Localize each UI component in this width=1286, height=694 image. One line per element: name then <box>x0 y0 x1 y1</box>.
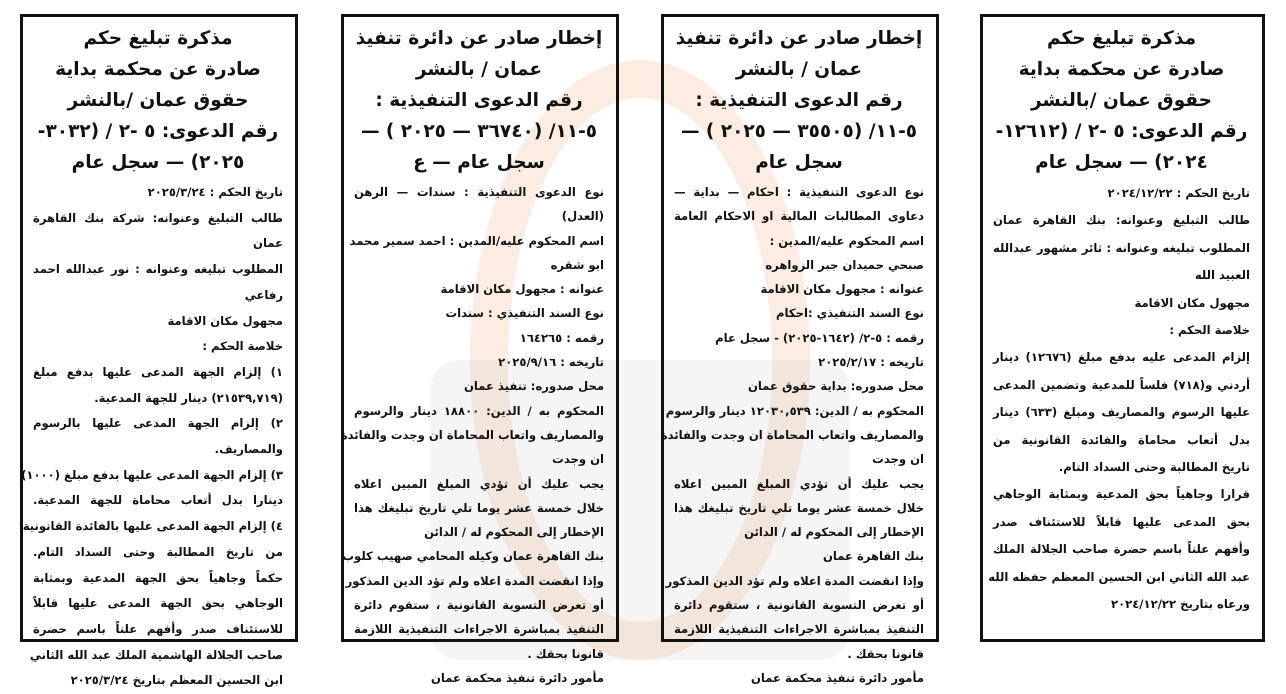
body-line: ٣) إلزام الجهة المدعى عليها بدفع مبلغ (١٠٠٠) <box>21 467 283 482</box>
body-line: رقمه : ٥-٢/ (١٦٤٢-٢٠٢٥) - سجل عام <box>715 330 924 345</box>
title-line: إخطار صادر عن دائرة تنفيذ <box>675 28 923 49</box>
body-line: صبحي حميدان جبر الزواهره <box>765 257 924 272</box>
body-line: الوجاهي بحق الجهة المدعى عليها قابلاً <box>33 596 283 611</box>
notice-execution-36740 <box>340 14 619 685</box>
body-line: عبد الله الثاني ابن الحسين المعظم حفظه الله <box>988 569 1250 584</box>
body-line: خلال خمسة عشر يوما تلي تاريخ تبليغك هذا <box>674 500 924 515</box>
body-line: مأمور دائرة تنفيذ محكمة عمان <box>430 670 604 685</box>
body-line: بحق المدعى عليها قابلاً للاستئناف صدر <box>993 514 1250 529</box>
body-line: الإخطار إلى المحكوم له / الدائن <box>744 525 924 540</box>
body-line: بنك القاهرة عمان وكيله المحامي صهيب كلوب <box>342 549 604 564</box>
body-line: دعاوى المطالبات المالية او الاحكام العامة <box>674 209 924 224</box>
body-line: أو تعرض التسوية القانونية ، ستقوم دائرة <box>354 598 604 613</box>
body-line: وإذا انقضت المدة اعلاه ولم تؤد الدين المذكور <box>665 573 924 588</box>
body-line: الإخطار إلى المحكوم له / الدائن <box>424 525 604 540</box>
body-line: والمصاريف واتعاب المحاماة ان وجدت والفائدة <box>660 427 924 442</box>
title-line: إخطار صادر عن دائرة تنفيذ <box>355 28 603 49</box>
body-line: من تاريخ المطالبة وحتى السداد التام. <box>33 544 283 559</box>
body-line: بنك القاهرة عمان <box>822 549 924 564</box>
body-line: محل صدوره: بداية حقوق عمان <box>748 379 924 394</box>
body-line: وأفهم علناً باسم حضرة صاحب الجلالة الملك <box>993 542 1250 557</box>
body-line: وإذا انقضت المدة اعلاه ولم تؤد الدين المذكور <box>345 573 604 588</box>
body-line: دينارا بدل أتعاب محاماة للجهة المدعية. <box>33 493 283 508</box>
title-line: ٥-١١/ (٣٦٧٤٠ — ٢٠٢٥ ) — <box>360 121 598 142</box>
body-line: تاريخه : ٢٠٢٥/٩/١٦ <box>498 355 604 370</box>
body-line: والمصاريف. <box>214 442 283 457</box>
title-line: مذكرة تبليغ حكم <box>1046 28 1197 49</box>
body-line: يجب عليك أن تؤدي المبلغ المبين اعلاه <box>674 476 924 491</box>
body-line: نوع الدعوى التنفيذية : احكام — بداية — <box>674 185 924 199</box>
body-line: بدل أتعاب محاماة والفائدة القانونية من <box>993 432 1250 447</box>
title-line: سجل عام — ع <box>413 152 545 173</box>
title-line: رقم الدعوى التنفيذية : <box>375 90 583 111</box>
body-line: مجهول مكان الاقامة <box>1134 295 1250 310</box>
title-line: ٢٠٢٥) — سجل عام <box>71 152 245 173</box>
title-line: عمان / بالنشر <box>735 59 863 80</box>
body-line: ان وجدت <box>552 452 604 467</box>
body-line: خلال خمسة عشر يوما تلي تاريخ تبليغك هذا <box>354 500 604 515</box>
body-line: ان وجدت <box>872 452 924 467</box>
title-line: ٢٠٢٤) — سجل عام <box>1035 152 1208 173</box>
notice-judgment-3032 <box>20 14 298 688</box>
body-line: ابو شقره <box>550 257 604 272</box>
body-line: والمصاريف واتعاب المحاماة ان وجدت والفائدة <box>340 427 604 442</box>
body-line: تاريخ الحكم : ٢٠٢٤/١٢/٢٢ <box>1107 186 1250 200</box>
body-line: المحكوم به / الدين: ١٨٨٠٠ دينار والرسوم <box>354 403 604 418</box>
body-line: ابن الحسين المعظم بتاريخ ٢٠٢٥/٣/٢٤ <box>70 673 283 688</box>
body-line: تاريخه : ٢٠٢٥/٢/١٧ <box>818 355 924 370</box>
body-line: ١) إلزام الجهة المدعى عليها بدفع مبلغ <box>33 364 283 379</box>
body-line: طالب التبليغ وعنوانه: شركة بنك القاهرة <box>33 210 283 225</box>
body-line: طالب التبليغ وعنوانه: بنك القاهرة عمان <box>993 213 1250 228</box>
title-line: رقم الدعوى التنفيذية : <box>695 90 903 111</box>
body-line: ٤) إلزام الجهة المدعى عليها بالفائدة القانونية <box>22 519 283 534</box>
body-line: عمان <box>253 236 283 251</box>
body-line: المطلوب تبليغه وعنوانه : ثائر مشهور عبدالله <box>993 240 1250 255</box>
body-line: اسم المحكوم عليه/المدين : <box>769 233 924 248</box>
body-line: المطلوب تبليغه وعنوانه : نور عبدالله احمد <box>33 262 283 277</box>
body-line: خلاصة الحكم : <box>202 339 283 354</box>
body-line: عنوانه : مجهول مكان الاقامة <box>760 282 924 297</box>
notice-title <box>354 23 604 178</box>
title-line: صادرة عن محكمة بداية <box>55 59 261 80</box>
notice-body <box>21 180 283 694</box>
body-line: اسم المحكوم عليه/المدين : احمد سمير محمد <box>349 233 604 248</box>
body-line: صاحب الجلالة الهاشمية الملك عبد الله الثاني <box>29 647 283 662</box>
body-line: يجب عليك أن تؤدي المبلغ المبين اعلاه <box>354 476 604 491</box>
title-line: رقم الدعوى: ٥ -٢ / (١٢٦١٢- <box>995 121 1248 142</box>
title-line: صادرة عن محكمة بداية <box>1018 59 1225 80</box>
notice-body <box>660 180 924 690</box>
title-line: حقوق عمان /بالنشر <box>67 90 249 111</box>
notice-title <box>993 23 1250 178</box>
body-line: ورعاه بتاريخ ٢٠٢٤/١٢/٢٢ <box>1111 597 1250 612</box>
body-line: إلزام المدعى عليه بدفع مبلغ (١٢٦٧٦) دينار <box>993 350 1250 365</box>
body-line: تاريخ الحكم : ٢٠٢٥/٣/٢٤ <box>147 185 283 199</box>
title-line: عمان / بالنشر <box>415 59 543 80</box>
body-line: للاستئناف صدر وأفهم علناً باسم حضرة <box>33 621 283 636</box>
notice-body <box>988 180 1250 619</box>
notice-title <box>674 23 924 178</box>
body-line: أردني و(٧١٨) فلساً للمدعية وتضمين المدعى <box>993 377 1250 392</box>
body-line: المحكوم به / الدين: ١٢٠٣٠,٥٣٩ دينار والرسوم <box>665 403 924 418</box>
body-line: مأمور دائرة تنفيذ محكمة عمان <box>750 670 924 685</box>
title-line: مذكرة تبليغ حكم <box>83 28 233 49</box>
body-line: رفاعي <box>244 287 283 302</box>
body-line: مجهول مكان الاقامة <box>167 313 283 328</box>
notice-execution-35505 <box>660 14 939 685</box>
body-line: (٢١٥٣٩,٧١٩) دينار للجهة المدعية. <box>94 390 283 405</box>
body-line: (العدل) <box>561 209 604 224</box>
body-line: محل صدوره: تنفيذ عمان <box>463 379 604 394</box>
title-line: سجل عام <box>755 152 843 173</box>
title-line: رقم الدعوى: ٥ -٢ / (٣٠٣٢- <box>37 121 279 142</box>
body-line: نوع الدعوى التنفيذية : سندات — الرهن <box>354 185 604 199</box>
body-line: خلاصة الحكم : <box>1169 323 1250 338</box>
body-line: ٢) إلزام الجهة المدعى عليها بالرسوم <box>33 416 283 431</box>
notice-title <box>33 23 283 178</box>
body-line: العبيد الله <box>1194 268 1250 283</box>
body-line: قرارا وجاهياً بحق المدعية وبمثابة الوجاهي <box>993 487 1250 502</box>
title-line: ٥-١١/ (٣٥٥٠٥ — ٢٠٢٥ ) — <box>680 121 918 142</box>
notice-judgment-12612 <box>980 14 1265 642</box>
notice-body <box>340 180 604 690</box>
body-line: رقمه : ١٦٤٢٦٥ <box>519 330 604 345</box>
body-line: التنفيذ بمباشرة الاجراءات التنفيذية اللازمة <box>674 622 924 637</box>
body-line: قانونا بحقك . <box>847 646 924 661</box>
body-line: تاريخ المطالبة وحتى السداد التام. <box>1058 460 1250 475</box>
body-line: أو تعرض التسوية القانونية ، ستقوم دائرة <box>674 598 924 613</box>
body-line: نوع السند التنفيذي : سندات <box>445 306 604 321</box>
body-line: التنفيذ بمباشرة الاجراءات التنفيذية اللازمة <box>354 622 604 637</box>
body-line: عنوانه : مجهول مكان الاقامة <box>440 282 604 297</box>
body-line: حكماً وجاهياً بحق الجهة المدعية وبمثابة <box>33 570 283 585</box>
body-line: قانونا بحقك . <box>527 646 604 661</box>
body-line: عليها الرسوم والمصاريف ومبلغ (٦٣٣) دينار <box>993 405 1250 420</box>
title-line: حقوق عمان /بالنشر <box>1031 90 1212 111</box>
body-line: نوع السند التنفيذي :احكام <box>776 306 924 321</box>
